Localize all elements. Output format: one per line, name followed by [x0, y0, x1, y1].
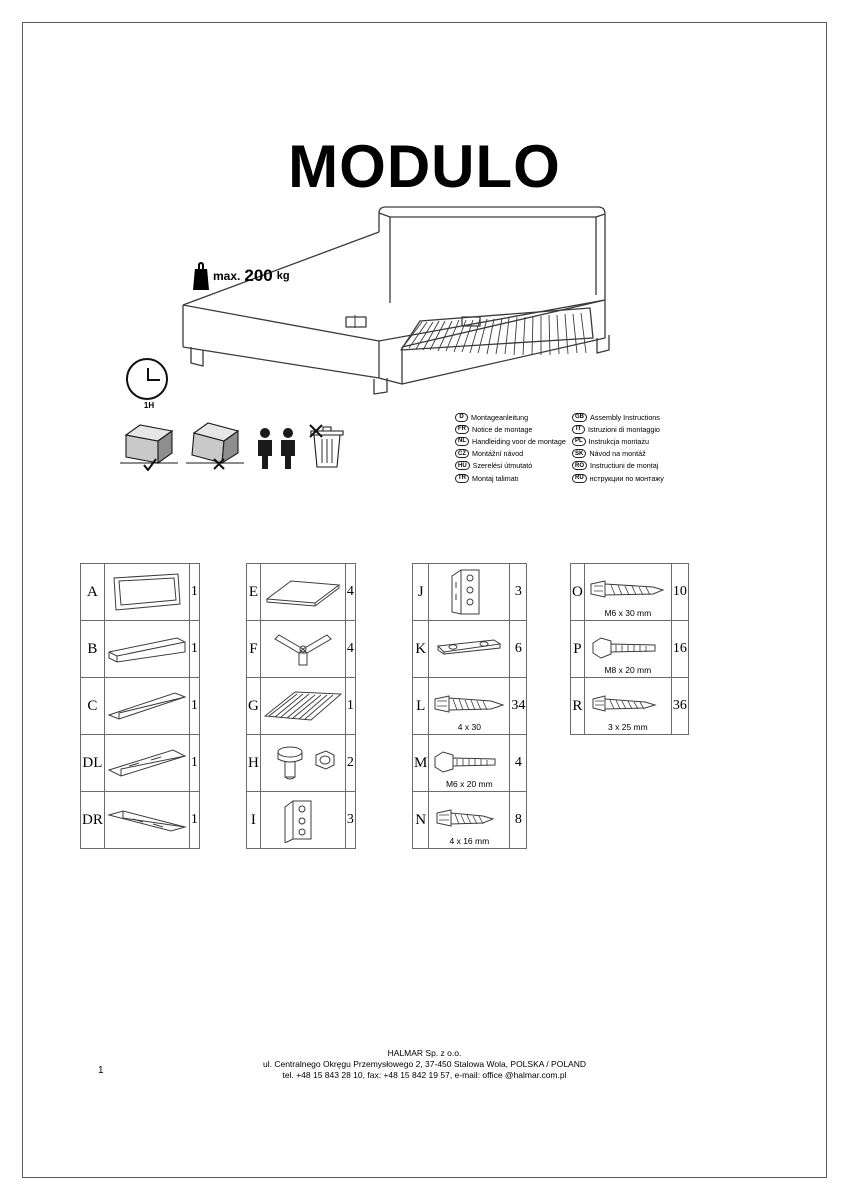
part-qty: 16 — [671, 621, 688, 678]
table-row — [413, 735, 527, 792]
part-code: B — [81, 621, 105, 678]
table-row — [413, 564, 527, 621]
part-qty: 1 — [189, 792, 199, 849]
language-code: FR — [455, 425, 469, 434]
part-image-cell — [429, 678, 510, 735]
part-image-cell — [584, 564, 671, 621]
part-code: N — [413, 792, 429, 849]
language-label: Notice de montage — [472, 424, 533, 434]
language-code: D — [455, 413, 468, 422]
part-caption: M8 x 20 mm — [604, 665, 652, 675]
language-item — [572, 435, 689, 447]
language-item — [455, 460, 572, 472]
language-item — [455, 448, 572, 460]
machine-bolt-icon — [585, 578, 671, 606]
language-code: PL — [572, 437, 586, 446]
part-qty: 4 — [510, 735, 527, 792]
part-image-cell — [104, 735, 189, 792]
language-label: Assembly Instructions — [590, 412, 660, 422]
language-label: Handleiding voor de montage — [472, 436, 566, 446]
part-qty: 1 — [345, 678, 355, 735]
parts-table-column-3 — [412, 563, 527, 849]
table-row — [81, 735, 200, 792]
table-row — [81, 792, 200, 849]
language-label: Szerelési útmutató — [472, 461, 533, 471]
language-item — [572, 472, 689, 484]
table-row — [571, 621, 689, 678]
assembly-time-label: 1H — [143, 401, 155, 410]
language-label: Montageanleitung — [471, 412, 529, 422]
language-column-right — [572, 411, 689, 484]
table-row — [247, 621, 356, 678]
part-code: M — [413, 735, 429, 792]
language-code: HU — [455, 461, 470, 470]
language-code: RO — [572, 461, 587, 470]
language-item — [455, 435, 572, 447]
part-image-cell — [260, 678, 345, 735]
language-code: SK — [572, 449, 586, 458]
part-caption: M6 x 30 mm — [604, 608, 652, 618]
side-rail-right-icon — [105, 803, 189, 837]
short-screw-icon — [429, 807, 509, 833]
language-item — [572, 460, 689, 472]
parts-table-column-1 — [80, 563, 200, 849]
rail-angled-icon — [105, 689, 189, 723]
two-person-assembly-icon — [258, 428, 295, 469]
hex-bolt-icon — [429, 749, 509, 777]
language-code: NL — [455, 437, 469, 446]
part-image-cell — [584, 621, 671, 678]
table-row — [413, 678, 527, 735]
language-code: TR — [455, 474, 469, 483]
part-code: I — [247, 792, 261, 849]
parts-table-column-4 — [570, 563, 689, 735]
product-illustration — [150, 195, 670, 405]
language-label: Montaj talimatı — [472, 473, 519, 483]
footer — [0, 1048, 849, 1081]
part-qty: 1 — [189, 564, 199, 621]
part-caption: M6 x 20 mm — [445, 779, 493, 789]
language-label: Montážní návod — [472, 449, 524, 459]
language-code: CZ — [455, 449, 469, 458]
small-wood-screw-icon — [585, 693, 671, 719]
language-item — [572, 423, 689, 435]
part-image-cell — [260, 735, 345, 792]
max-load-unit: kg — [276, 270, 290, 282]
part-image-cell — [104, 678, 189, 735]
part-code: G — [247, 678, 261, 735]
language-label: Návod na montáž — [589, 449, 646, 459]
leg-bolt-nut-icon — [261, 743, 345, 783]
page-title: MODULO — [288, 133, 561, 200]
part-qty: 1 — [189, 621, 199, 678]
part-qty: 1 — [189, 678, 199, 735]
language-label: нструкции по монтажу — [589, 473, 664, 483]
parts-table-column-2 — [246, 563, 356, 849]
part-code: A — [81, 564, 105, 621]
part-code: L — [413, 678, 429, 735]
pictogram-row — [118, 413, 348, 471]
part-image-cell — [260, 792, 345, 849]
part-image-cell — [104, 564, 189, 621]
part-qty: 3 — [510, 564, 527, 621]
part-image-cell — [429, 621, 510, 678]
table-row — [413, 621, 527, 678]
table-row — [81, 678, 200, 735]
table-row — [247, 735, 356, 792]
table-row — [247, 564, 356, 621]
weight-icon — [193, 262, 209, 290]
part-qty: 2 — [345, 735, 355, 792]
part-caption: 4 x 16 mm — [449, 836, 490, 846]
table-row — [571, 678, 689, 735]
part-code: P — [571, 621, 585, 678]
part-qty: 6 — [510, 621, 527, 678]
footer-address: ul. Centralnego Okręgu Przemysłowego 2, 37-450 Stalowa Wola, POLSKA / POLAND — [262, 1059, 586, 1069]
angle-plate-icon — [261, 797, 345, 843]
part-image-cell — [104, 792, 189, 849]
part-image-cell — [584, 678, 671, 735]
correct-placement-icon — [120, 425, 178, 470]
part-image-cell — [429, 564, 510, 621]
part-image-cell — [260, 621, 345, 678]
language-item — [455, 423, 572, 435]
part-qty: 34 — [510, 678, 527, 735]
language-code: GB — [572, 413, 587, 422]
wood-screw-icon — [429, 692, 509, 720]
corner-bracket-icon — [429, 568, 509, 616]
part-qty: 1 — [189, 735, 199, 792]
part-code: F — [247, 621, 261, 678]
rail-long-icon — [105, 632, 189, 666]
part-code: H — [247, 735, 261, 792]
language-item — [572, 411, 689, 423]
side-rail-left-icon — [105, 746, 189, 780]
language-code: RU — [572, 474, 587, 483]
max-load-value: 200 — [244, 266, 273, 285]
incorrect-placement-icon — [186, 423, 244, 469]
waste-disposal-icon — [310, 425, 343, 467]
part-code: K — [413, 621, 429, 678]
part-code: O — [571, 564, 585, 621]
table-row — [571, 564, 689, 621]
three-arm-bracket-icon — [261, 629, 345, 669]
part-qty: 4 — [345, 621, 355, 678]
part-code: E — [247, 564, 261, 621]
part-code: J — [413, 564, 429, 621]
part-image-cell — [260, 564, 345, 621]
part-code: C — [81, 678, 105, 735]
clock-dial — [126, 358, 168, 400]
table-row — [247, 678, 356, 735]
max-load-spec — [193, 262, 290, 290]
part-caption: 4 x 30 — [457, 722, 481, 732]
part-code: DR — [81, 792, 105, 849]
max-load-label: max. — [213, 269, 241, 283]
page-number: 1 — [98, 1065, 104, 1076]
language-label: Instructiuni de montaj — [590, 461, 659, 471]
footer-company: HALMAR Sp. z o.o. — [387, 1048, 462, 1058]
language-label: Instrukcja montażu — [588, 436, 649, 446]
language-item — [455, 472, 572, 484]
table-row — [81, 564, 200, 621]
language-list — [455, 411, 690, 484]
part-code: DL — [81, 735, 105, 792]
part-qty: 4 — [345, 564, 355, 621]
assembly-time-icon — [126, 358, 172, 410]
language-code: IT — [572, 425, 585, 434]
language-item — [455, 411, 572, 423]
part-qty: 36 — [671, 678, 688, 735]
panel-headboard-icon — [105, 570, 189, 614]
table-row — [247, 792, 356, 849]
hex-head-bolt-icon — [585, 635, 671, 663]
part-code: R — [571, 678, 585, 735]
part-image-cell — [429, 792, 510, 849]
flat-board-icon — [261, 575, 345, 609]
part-image-cell — [104, 621, 189, 678]
table-row — [81, 621, 200, 678]
part-qty: 8 — [510, 792, 527, 849]
language-item — [572, 448, 689, 460]
part-image-cell — [429, 735, 510, 792]
footer-contact: tel. +48 15 843 28 10, fax: +48 15 842 19 57, e-mail: office @halmar.com.pl — [282, 1070, 567, 1080]
part-qty: 3 — [345, 792, 355, 849]
language-label: Istruzioni di montaggio — [588, 424, 660, 434]
part-caption: 3 x 25 mm — [608, 722, 648, 732]
part-qty: 10 — [671, 564, 688, 621]
slat-frame-icon — [261, 686, 345, 726]
flat-plate-icon — [429, 636, 509, 662]
language-column-left — [455, 411, 572, 484]
table-row — [413, 792, 527, 849]
